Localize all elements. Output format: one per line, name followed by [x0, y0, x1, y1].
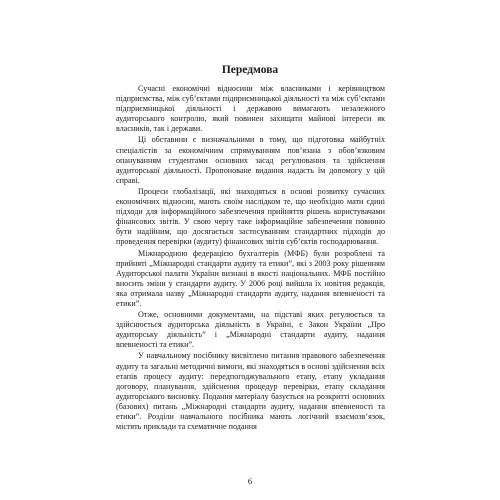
paragraph: Міжнародною федерацією бухгалтерів (МФБ) були розроблені та прийняті „Міжнародні стандарти аудиту та етики”, які з 2003 року рішенням Аудиторської палати України визнані в якості національних. МФБ постійно вносить зміни у стандарти аудиту. У 2006 році вийшла їх новітня редакція, яка отримала назву „Міжнародні стандарти аудиту, надання впевненості та етики”. — [116, 248, 385, 308]
paragraph: Сучасні економічні відносини між власниками і керівництвом підприємства, між суб’єктами підприємницької діяльності та між суб’єктами підприємницької діяльності і державою вимагають незалежного аудиторського контролю, який повинен захищати майнові інтереси як власників, так і держави. — [116, 84, 385, 134]
paragraph: Процеси глобалізації, які знаходяться в основі розвитку сучасних економічних відносин, мають своїм наслідком те, що необхідно мати єдині підходи для інформаційного забезпечення прийняття рішень користувачами фінансових звітів. У свою чергу таке інформаційне забезпечення повинно бути надійним, що досягається застосуванням стандартних підходів до проведення перевірки (аудиту) фінансових звітів суб’єктів господарювання. — [116, 186, 385, 247]
paragraph: Ці обставини є визначальними в тому, що підготовка майбутніх спеціалістів за економічним спрямуванням пов’язана з обов’язковим опануванням студентами основних засад регулювання та здійснення аудиторської діяльності. Пропоноване видання надасть їм допомогу у цій справі. — [116, 135, 385, 185]
paragraph: У навчальному посібнику висвітлено питання правового забезпечення аудиту та загальні методичні вимоги, які знаходяться в основі здійснення всіх етапів процесу аудиту: передпогоджувального етапу, етапу укладання договору, планування, здійснення процедур перевірки, етапу складання аудиторського висновку. Подання матеріалу базується на розкритті основних (базових) питань „Міжнародні стандарти аудиту, надання впевненості та етики”. Розділи навчального посібника мають логічний взаємозв’язок, містять приклади та схематичне подання — [116, 351, 385, 432]
body-text — [116, 84, 385, 433]
paragraph: Отже, основними документами, на підставі яких регулюється та здійснюється аудиторська діяльність в Україні, є Закон України „Про аудиторську діяльність” і „Міжнародні стандарти аудиту, надання впевненості та етики”. — [116, 310, 385, 350]
page-number: 6 — [247, 476, 253, 486]
page-title: Передмова — [221, 64, 279, 76]
